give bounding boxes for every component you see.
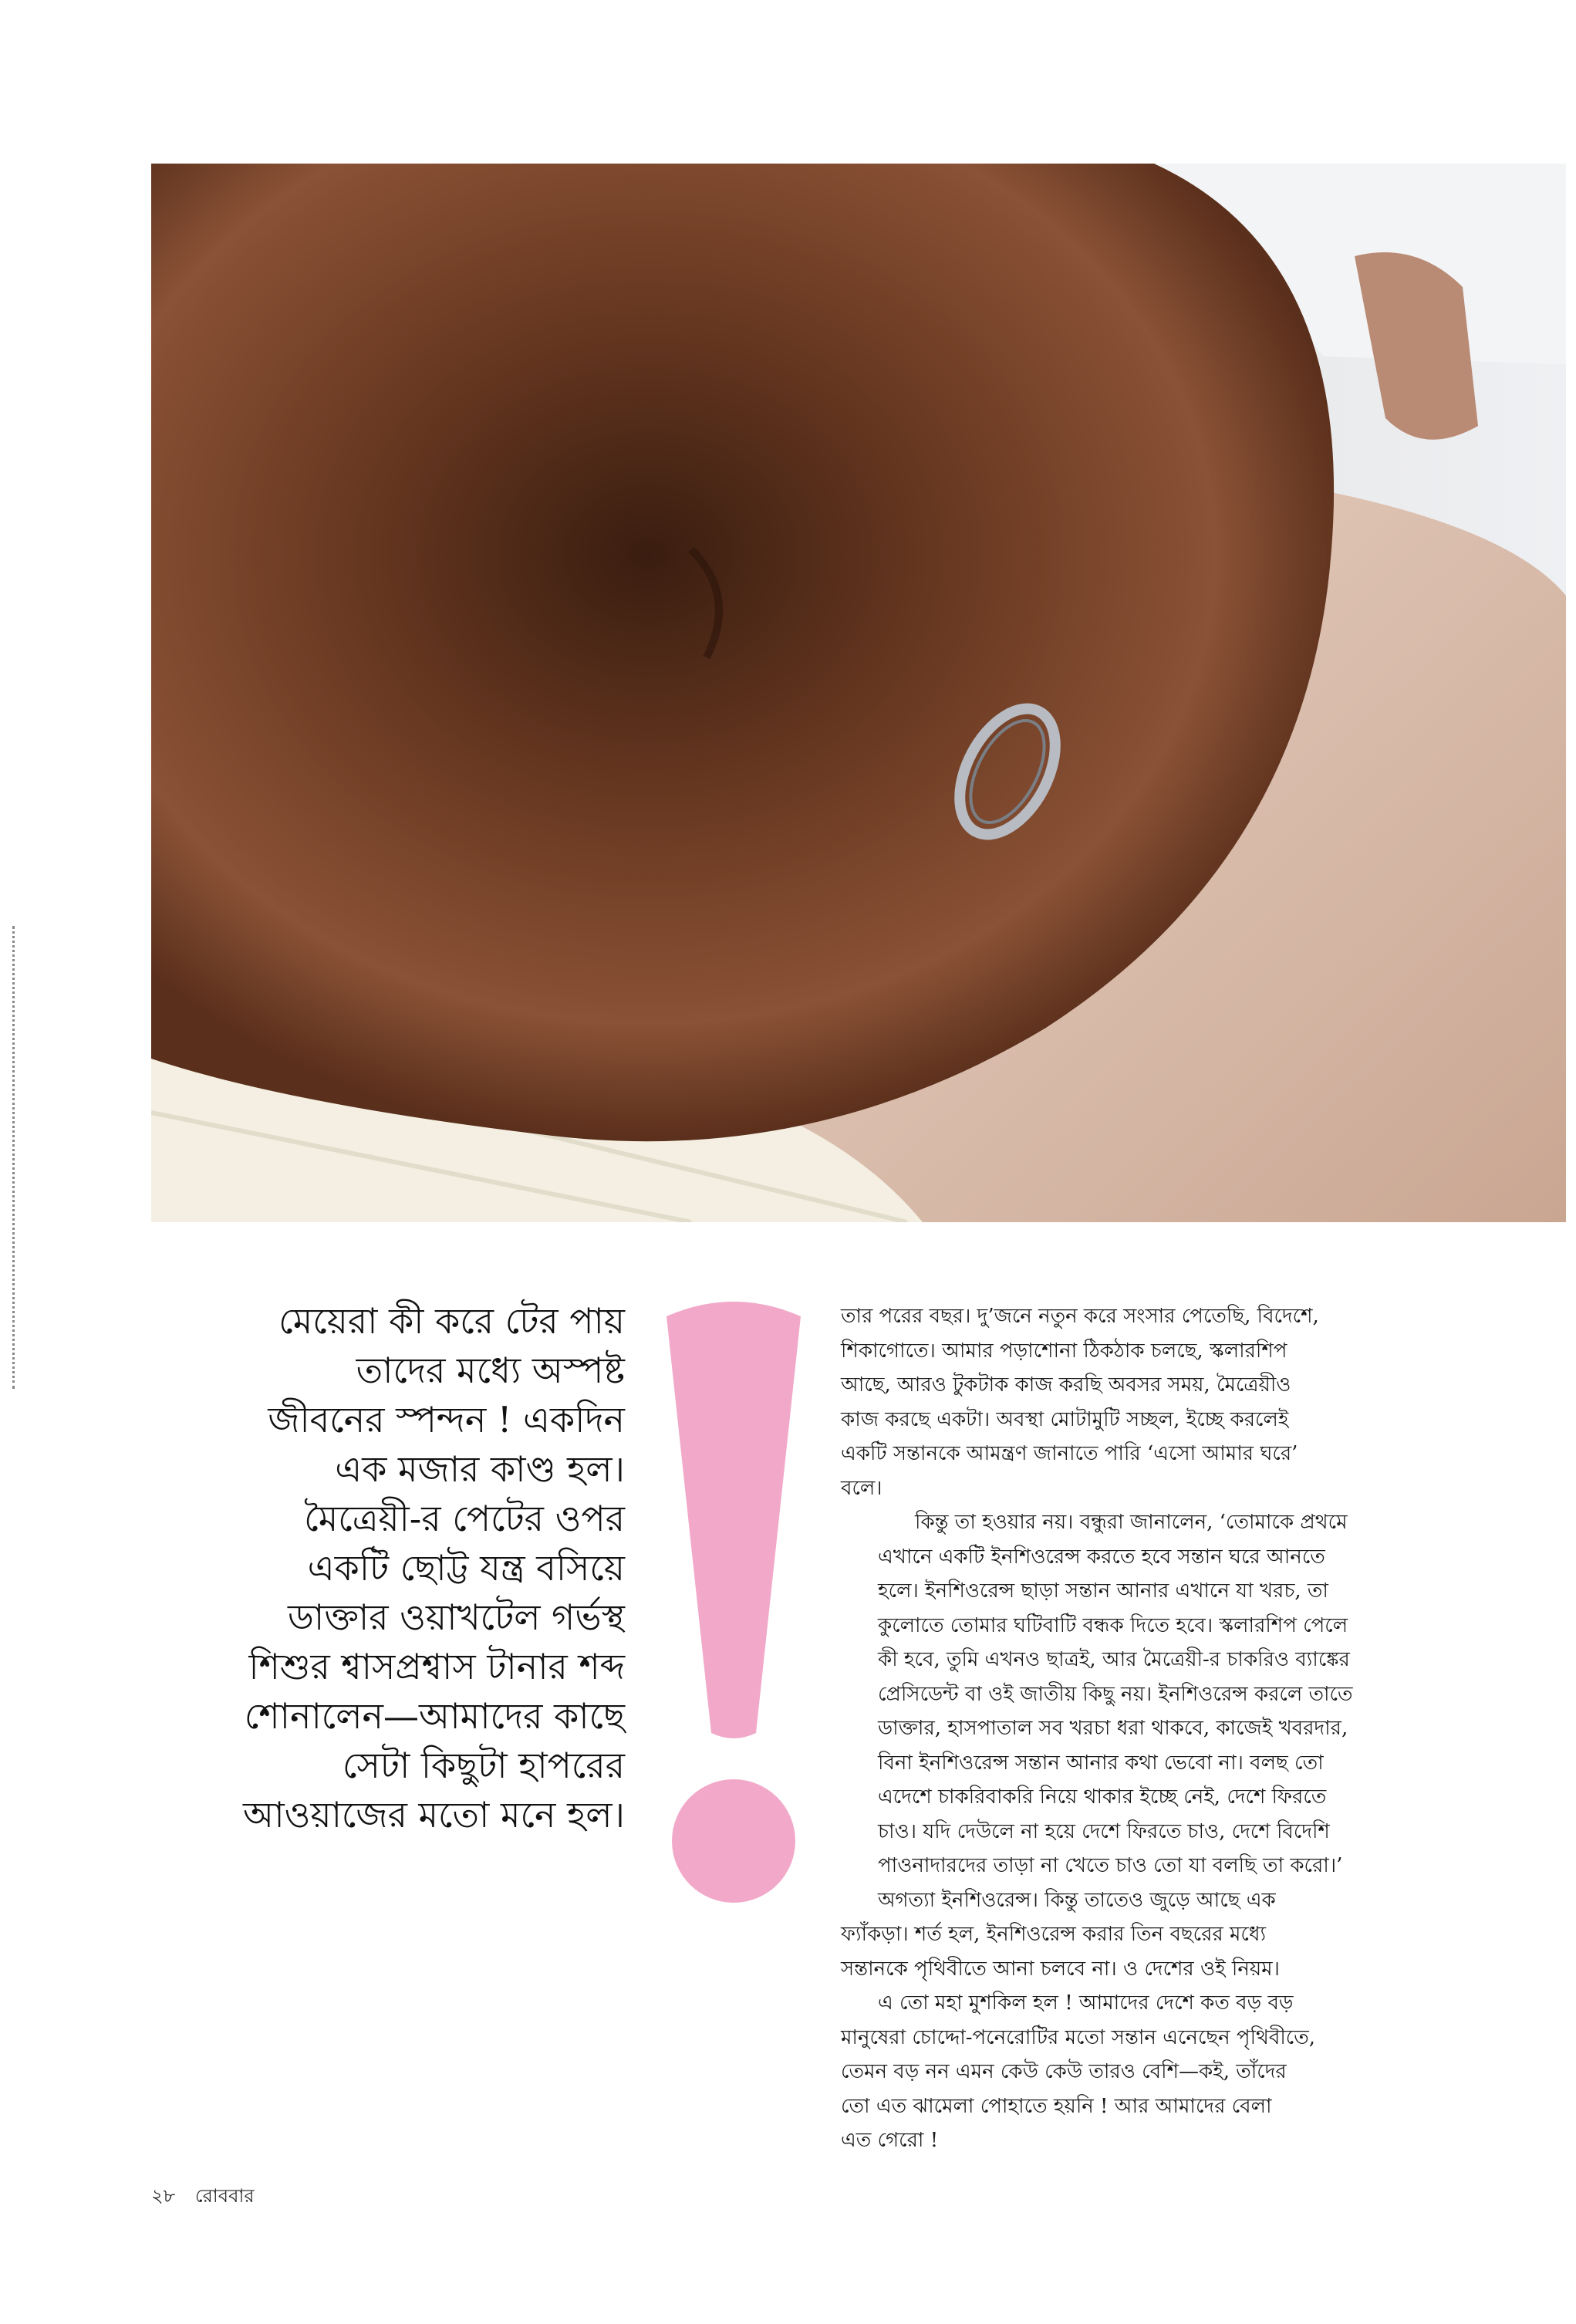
text-line: সন্তানকে পৃথিবীতে আনা চলবে না। ও দেশের ওই নিয়ম। [841, 1957, 1280, 1981]
magazine-name: রোববার [194, 2185, 255, 2207]
pull-quote-line: এক মজার কাণ্ড হল। [335, 1448, 625, 1490]
article-paragraph [841, 1986, 1473, 2158]
text-line: মানুষেরা চোদ্দো-পনেরোটির মতো সন্তান এনেছেন পৃথিবীতে, [841, 2025, 1315, 2049]
pull-quote-line: মৈত্রেয়ী-র পেটের ওপর [304, 1498, 625, 1539]
text-line: ডাক্তার, হাসপাতাল সব খরচা ধরা থাকবে, কাজেই খবরদার, [878, 1717, 1348, 1740]
pull-quote-line: শোনালেন—আমাদের কাছে [244, 1695, 625, 1737]
page-folio [151, 2182, 255, 2213]
text-line: অগত্যা ইনশিওরেন্স। কিন্তু তাতেও জুড়ে আছে এক [878, 1888, 1276, 1912]
article-paragraph [841, 1883, 1473, 1987]
text-line: বিনা ইনশিওরেন্স সন্তান আনার কথা ভেবো না। বলছ তো [878, 1751, 1324, 1775]
pull-quote-line: জীবনের স্পন্দন ! একদিন [268, 1399, 625, 1441]
text-line: বলে। [841, 1476, 882, 1500]
article-paragraph [841, 1505, 1473, 1883]
text-line: কুলোতে তোমার ঘটিবাটি বন্ধক দিতে হবে। স্কলারশিপ পেলে [878, 1613, 1348, 1637]
text-line: তেমন বড় নন এমন কেউ কেউ তারও বেশি—কই, তাঁদের [841, 2060, 1287, 2083]
text-line: এখানে একটি ইনশিওরেন্স করতে হবে সন্তান ঘরে আনতে [878, 1545, 1325, 1569]
pull-quote-line: ডাক্তার ওয়াখটেল গর্ভস্থ [288, 1596, 625, 1638]
text-line: ফ্যাঁকড়া। শর্ত হল, ইনশিওরেন্স করার তিন বছরের মধ্যে [841, 1923, 1266, 1946]
article-photo [151, 164, 1566, 1222]
text-line: কী হবে, তুমি এখনও ছাত্রই, আর মৈত্রেয়ী-র চাকরিও ব্যাঙ্কের [878, 1648, 1350, 1671]
text-line: আছে, আরও টুকটাক কাজ করছি অবসর সময়, মৈত্রেয়ীও [841, 1373, 1291, 1397]
text-line: চাও। যদি দেউলে না হয়ে দেশে ফিরতে চাও, দেশে বিদেশি [878, 1819, 1330, 1843]
pull-quote [147, 1296, 625, 1839]
text-line: প্রেসিডেন্ট বা ওই জাতীয় কিছু নয়। ইনশিওরেন্স করলে তাতে [878, 1682, 1353, 1706]
pull-quote-line: একটি ছোট্ট যন্ত্র বসিয়ে [307, 1547, 625, 1589]
text-line: কাজ করছে একটা। অবস্থা মোটামুটি সচ্ছল, ইচ্ছে করলেই [841, 1407, 1289, 1431]
article-paragraph [841, 1299, 1473, 1505]
text-line: তো এত ঝামেলা পোহাতে হয়নি ! আর আমাদের বেলা [841, 2094, 1272, 2118]
text-line: একটি সন্তানকে আমন্ত্রণ জানাতে পারি ‘এসো আমার ঘরে’ [841, 1442, 1298, 1465]
pull-quote-line: তাদের মধ্যে অস্পষ্ট [356, 1349, 625, 1391]
text-line: শিকাগোতে। আমার পড়াশোনা ঠিকঠাক চলছে, স্কলারশিপ [841, 1339, 1287, 1363]
text-line: এত গেরো ! [841, 2129, 939, 2152]
exclamation-mark-graphic [662, 1301, 805, 1910]
pull-quote-line: আওয়াজের মতো মনে হল। [242, 1794, 625, 1836]
text-line: এ তো মহা মুশকিল হল ! আমাদের দেশে কত বড় বড় [878, 1991, 1294, 2015]
article-body [841, 1299, 1473, 2158]
pull-quote-line: শিশুর শ্বাসপ্রশ্বাস টানার শব্দ [248, 1646, 625, 1687]
page-number: ২৮ [151, 2185, 176, 2207]
pull-quote-line: মেয়েরা কী করে টের পায় [278, 1300, 625, 1342]
margin-dotted-rule [12, 926, 15, 1389]
text-line: পাওনাদারদের তাড়া না খেতে চাও তো যা বলছি তা করো।’ [878, 1854, 1343, 1877]
text-line: কিন্তু তা হওয়ার নয়। বন্ধুরা জানালেন, ‘তোমাকে প্রথমে [915, 1511, 1348, 1534]
text-line: তার পরের বছর। দু’জনে নতুন করে সংসার পেতেছি, বিদেশে, [841, 1305, 1319, 1328]
photo-illustration [151, 164, 1566, 1222]
pull-quote-line: সেটা কিছুটা হাপরের [342, 1745, 625, 1786]
text-line: হলে। ইনশিওরেন্স ছাড়া সন্তান আনার এখানে যা খরচ, তা [878, 1579, 1328, 1603]
text-line: এদেশে চাকরিবাকরি নিয়ে থাকার ইচ্ছে নেই, দেশে ফিরতে [878, 1785, 1327, 1809]
